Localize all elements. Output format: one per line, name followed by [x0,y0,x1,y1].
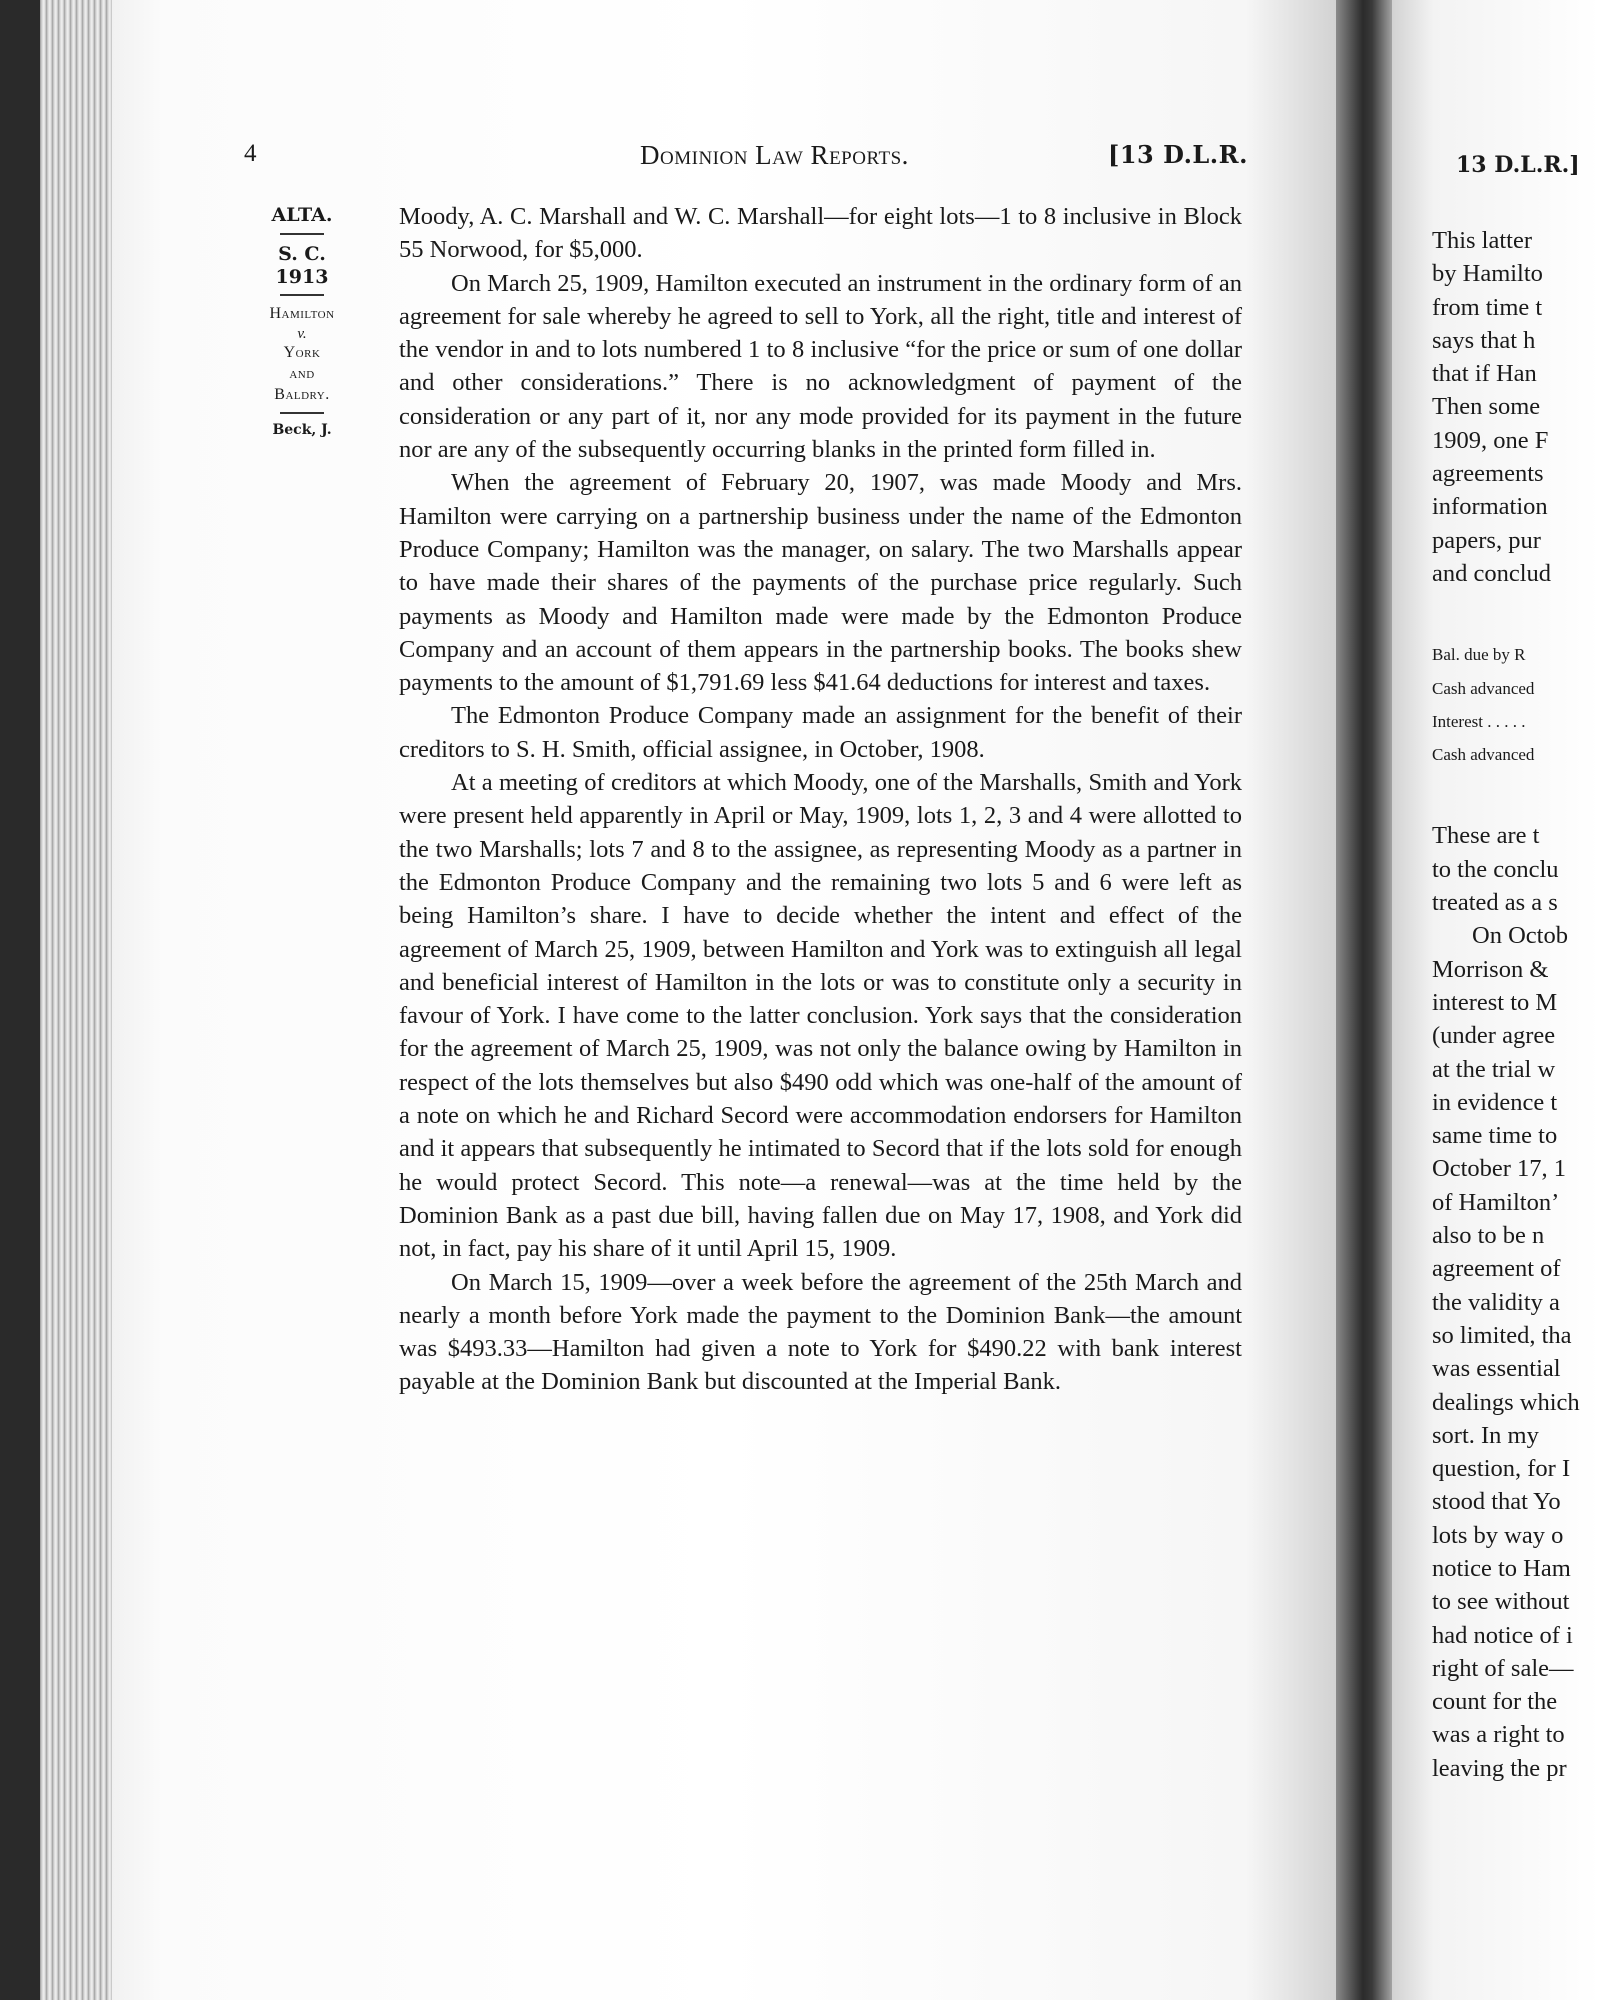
right-page-line: to the conclu [1432,855,1559,883]
margin-case-name: Baldry. [274,385,330,403]
margin-note [232,204,372,438]
right-page-line: and conclud [1432,559,1552,587]
right-page-header: 13 D.L.R.] [1456,152,1580,178]
right-page-line: leaving the pr [1432,1754,1567,1782]
right-page-line: (under agree [1432,1022,1556,1050]
page-number: 4 [244,140,257,167]
right-page-line: of Hamilton’ [1432,1188,1560,1216]
account-line: Bal. due by R [1432,645,1526,665]
paragraph: Moody, A. C. Marshall and W. C. Marshall—for eight lots—1 to 8 inclusive in Block 55 Norwood, for $5,000. [399,203,1242,264]
right-page-line: notice to Ham [1432,1554,1571,1582]
right-page-line: October 17, 1 [1432,1155,1567,1183]
margin-case-versus: v. [297,326,307,343]
right-page-line: to see without [1432,1588,1570,1616]
paragraph: When the agreement of February 20, 1907, was made Moody and Mrs. Hamilton were carrying on a partnership business under the name of the Edmonton Produce Company; Hamilton was the manager, on salary. The two Marshalls appear to have made their shares of the payments of the purchase price regularly. Such payments as Moody and Hamilton made were made by the Edmonton Produce Company and an account of them appears in the partnership books. The books shew payments to the amount of $1,791.69 less $41.64 deductions for interest and taxes. [399,469,1242,697]
margin-rule [280,294,324,296]
right-page-line: same time to [1432,1122,1558,1150]
right-page-line: lots by way o [1432,1521,1564,1549]
margin-jurisdiction: ALTA. [271,204,333,226]
right-page-line: dealings which [1432,1388,1580,1416]
right-page-line: right of sale— [1432,1654,1574,1682]
right-page-line: the validity a [1432,1288,1560,1316]
right-page-line: papers, pur [1432,526,1541,554]
right-page-line: count for the [1432,1688,1558,1716]
right-page-line: treated as a s [1432,889,1558,917]
spacer [1432,771,1600,819]
paragraph: The Edmonton Produce Company made an assignment for the benefit of their creditors to S. H. Smith, official assignee, in October, 1908. [399,702,1242,763]
right-page-line: agreement of [1432,1255,1561,1283]
body-text [399,200,1242,1399]
margin-year: 1913 [275,265,329,288]
right-page [1392,0,1600,2000]
right-page-line: that if Han [1432,360,1537,388]
margin-case-name: York [283,344,321,362]
book-gutter [1336,0,1396,2000]
right-page-line: was a right to [1432,1721,1565,1749]
running-title: Dominion Law Reports. [640,140,909,170]
account-line: Cash advanced [1432,678,1535,698]
right-page-line: These are t [1432,822,1540,850]
right-page-line: question, for I [1432,1455,1571,1483]
right-page-line: information [1432,493,1548,521]
margin-rule [280,233,324,235]
paragraph: On March 15, 1909—over a week before the agreement of the 25th March and nearly a month before York made the payment to the Dominion Bank—the amount was $493.33—Hamilton had given a note to York for $490.22 with bank interest payable at the Dominion Bank but discounted at the Imperial Bank. [399,1268,1242,1396]
right-page-line: 1909, one F [1432,426,1549,454]
account-line: Cash advanced [1432,745,1535,765]
right-page-line: On Octob [1472,922,1568,950]
right-page-line: by Hamilto [1432,260,1543,288]
right-page-line: at the trial w [1432,1055,1556,1083]
margin-judge: Beck, J. [272,421,332,438]
report-reference: [13 D.L.R. [1108,140,1248,169]
right-page-line: This latter [1432,227,1533,254]
right-page-line: from time t [1432,293,1543,321]
right-page-line: sort. In my [1432,1421,1539,1449]
spacer [1432,590,1600,638]
account-line: Interest . . . . . [1432,711,1526,731]
right-page-text [1432,224,1600,1785]
right-page-line: Morrison & [1432,955,1549,983]
right-page-line: agreements [1432,460,1544,488]
right-page-line: in evidence t [1432,1088,1558,1116]
page-edges [40,0,120,2000]
margin-rule [280,412,324,414]
right-page-line: had notice of i [1432,1621,1573,1649]
margin-case-name: and [289,364,315,382]
right-page-line: stood that Yo [1432,1488,1561,1516]
right-page-line: Then some [1432,393,1541,421]
margin-court: S. C. [278,242,326,265]
right-page-line: says that h [1432,326,1536,354]
right-page-line: also to be n [1432,1222,1545,1250]
paragraph: At a meeting of creditors at which Moody, one of the Marshalls, Smith and York were present held apparently in April or May, 1909, lots 1, 2, 3 and 4 were allotted to the two Marshalls; lots 7 and 8 to the assignee, as representing Moody as a partner in the Edmonton Produce Company and the remaining two lots 5 and 6 were left as being Hamilton’s share. I have to decide whether the intent and effect of the agreement of March 25, 1909, between Hamilton and York was to extinguish all legal and beneficial interest of Hamilton in the lots or was to constitute only a security in favour of York. I have come to the latter conclusion. York says that the consideration for the agreement of March 25, 1909, was not only the balance owing by Hamilton in respect of the lots themselves but also $490 odd which was one-half of the amount of a note on which he and Richard Secord were accommodation endorsers for Hamilton and it appears that subsequently he intimated to Secord that if the lots sold for enough he would protect Secord. This note—a renewal—was at the time held by the Dominion Bank as a past due bill, having fallen due on May 17, 1908, and York did not, in fact, pay his share of it until April 15, 1909. [399,769,1242,1263]
right-page-line: was essential [1432,1355,1561,1383]
margin-case-name: Hamilton [269,305,335,323]
right-page-line: interest to M [1432,988,1558,1016]
right-page-line: so limited, tha [1432,1321,1572,1349]
paragraph: On March 25, 1909, Hamilton executed an instrument in the ordinary form of an agreement for sale whereby he agreed to sell to York, all the right, title and interest of the vendor in and to lots numbered 1 to 8 inclusive “for the price or sum of one dollar and other considerations.” There is no acknowledgment of payment of the consideration or any part of it, nor any mode provided for its payment in the future nor are any of the subsequently occurring blanks in the printed form filled in. [399,269,1242,464]
